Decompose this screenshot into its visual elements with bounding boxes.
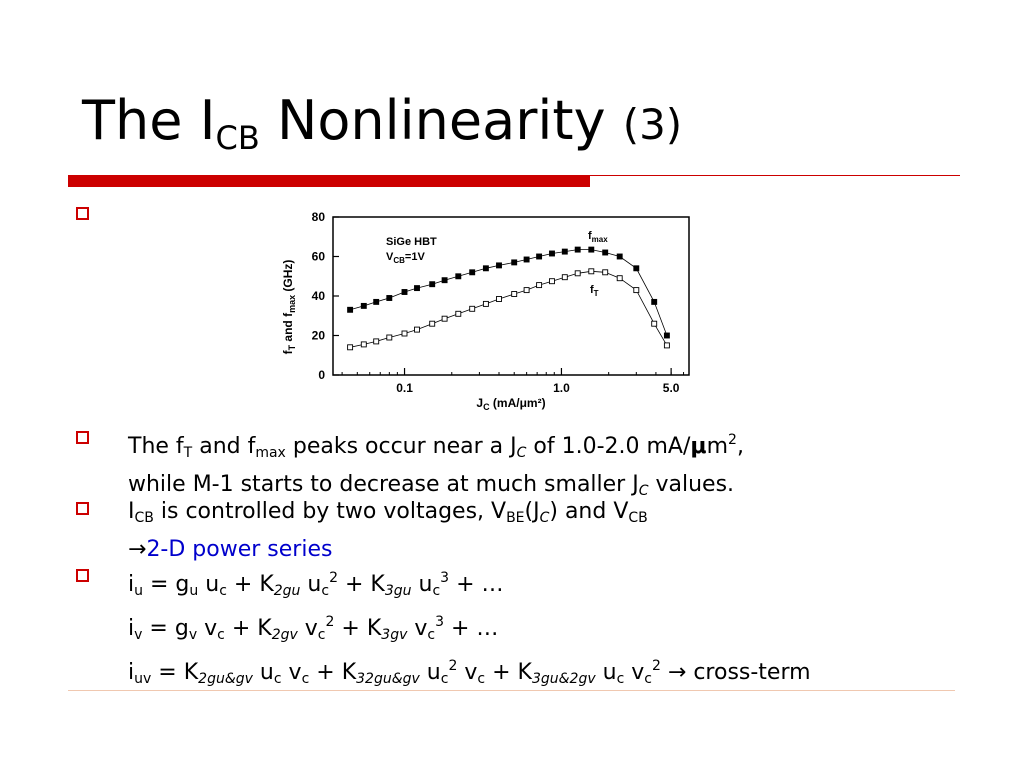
series-label-fT: $f_T$ (590, 284, 599, 298)
data-point-fmax (512, 260, 517, 265)
data-point-fmax (524, 257, 529, 262)
data-point-fT (603, 270, 608, 275)
data-point-fmax (634, 266, 639, 271)
bullet-icon (76, 207, 89, 220)
data-point-fT (430, 321, 435, 326)
y-tick-label: 40 (311, 289, 325, 303)
fT-fmax-chart (270, 205, 710, 410)
data-point-fmax (664, 333, 669, 338)
data-point-fT (387, 335, 392, 340)
data-point-fmax (497, 263, 502, 268)
data-point-fmax (617, 254, 622, 259)
data-point-fT (456, 311, 461, 316)
y-axis-label (281, 260, 297, 355)
data-point-fmax (575, 247, 580, 252)
data-point-fT (575, 271, 580, 276)
footer-divider (68, 690, 955, 691)
svg-text:fT and fmax (GHz): $f_T$ and $f_{max}$ (GHz) (281, 259, 297, 355)
data-point-fT (550, 279, 555, 284)
data-point-fmax (562, 249, 567, 254)
y-tick-label: 20 (311, 328, 325, 343)
data-point-fmax (550, 251, 555, 256)
chart-annotation-line2: $V_{CB}=1V$ (386, 251, 425, 265)
data-point-fmax (402, 290, 407, 295)
bullet-peaks-text: The $f_T$ and $f_{max}$ peaks occur near a $J_C$ of 1.0-2.0 $mA/\mu m^2$, while M-1 starts to decrease at much smaller $J_C$ values. (128, 432, 744, 499)
y-tick-label: 60 (311, 249, 325, 264)
bullet-icon (76, 569, 89, 582)
data-point-fmax (589, 247, 594, 252)
data-point-fT (664, 343, 669, 348)
data-point-fmax (361, 303, 366, 308)
data-point-fT (442, 316, 447, 321)
arrow-icon: → (128, 537, 147, 562)
x-tick-label: 5.0 (662, 381, 680, 395)
data-point-fT (512, 292, 517, 297)
bullet-icb-text: $I_{CB}$ is controlled by two voltages, $V_{BE}(J_C)$ and $V_{CB}$ →2-D power series (128, 499, 648, 562)
power-series-link[interactable]: 2-D power series (146, 537, 333, 562)
data-point-fT (470, 306, 475, 311)
bullet-equations-text (128, 563, 811, 695)
data-point-fT (483, 301, 488, 306)
data-point-fmax (652, 299, 657, 304)
arrow-icon: → (660, 660, 694, 685)
data-point-fmax (537, 254, 542, 259)
data-point-fmax (374, 299, 379, 304)
bullet-icon (76, 502, 89, 515)
data-point-fmax (470, 270, 475, 275)
data-point-fT (617, 276, 622, 281)
data-point-fT (589, 269, 594, 274)
data-point-fT (652, 321, 657, 326)
data-point-fT (497, 297, 502, 302)
data-point-fmax (483, 266, 488, 271)
data-point-fmax (456, 274, 461, 279)
data-point-fmax (387, 296, 392, 301)
x-tick-label: 0.1 (396, 381, 413, 395)
data-point-fT (562, 275, 567, 280)
data-point-fmax (415, 286, 420, 291)
data-point-fT (634, 288, 639, 293)
data-point-fT (402, 331, 407, 336)
slide-title: The $I_{CB}$ Nonlinearity (3) (82, 89, 683, 157)
data-point-fmax (348, 307, 353, 312)
equation-line-u: $i_u = g_u$ $u_c + K_{2gu}$ $u_c^2 + K_{3gu}$ $u_c^3$ + … (128, 570, 504, 599)
title-underline-thin (590, 175, 960, 176)
data-point-fT (537, 283, 542, 288)
equation-line-uv: $i_{uv} = K_{2gu\&gv}$ $u_c$ $v_c + K_{32gu\&gv}$ $u_c^2$ $v_c + K_{3gu\&2gv}$ $u_c$ $v_c^2$ → cross-term (128, 658, 811, 687)
data-point-fT (415, 327, 420, 332)
data-point-fT (374, 339, 379, 344)
series-label-fmax: $f_{max}$ (588, 230, 608, 244)
equation-line-v: $i_v = g_v$ $v_c + K_{2gv}$ $v_c^2 + K_{3gv}$ $v_c^3$ + … (128, 614, 499, 643)
y-tick-label: 80 (311, 210, 325, 224)
title-underline-thick (68, 175, 590, 187)
data-point-fmax (603, 250, 608, 255)
bullet-icon (76, 431, 89, 444)
data-point-fT (524, 288, 529, 293)
series-line-fT (350, 271, 667, 347)
x-tick-label: 1.0 (553, 381, 570, 395)
data-point-fT (348, 345, 353, 350)
y-tick-label: 0 (318, 368, 325, 382)
x-axis-label: $J_C$ (mA/μm²) (476, 396, 546, 410)
data-point-fT (361, 342, 366, 347)
data-point-fmax (430, 282, 435, 287)
data-point-fmax (442, 278, 447, 283)
chart-annotation-line1: SiGe HBT (386, 236, 437, 248)
